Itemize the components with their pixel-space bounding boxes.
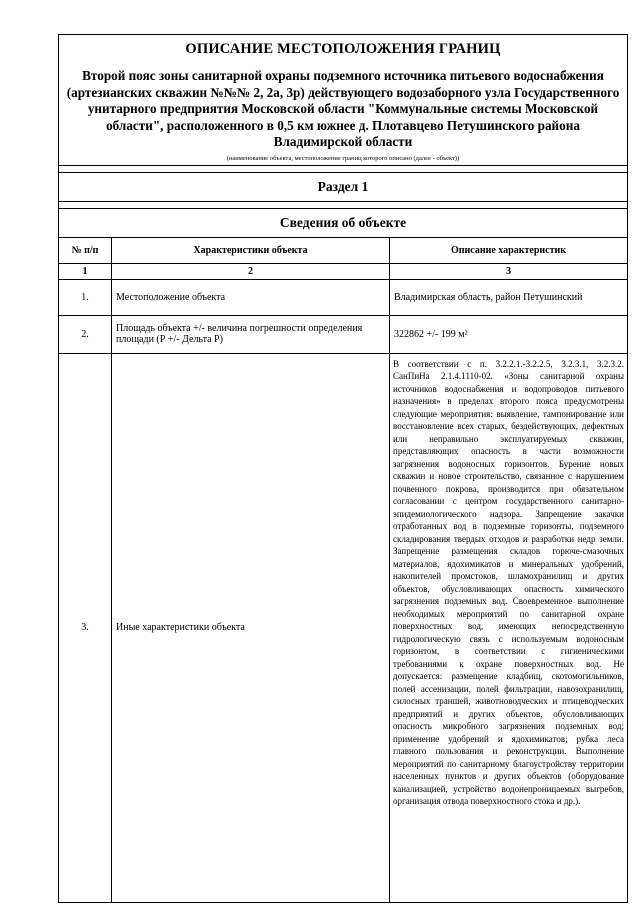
row-value: 322862 +/- 199 м² — [390, 315, 628, 353]
row-number: 1. — [59, 279, 112, 315]
object-name-hint: (наименование объекта, местоположение границ которого описано (далее - объект)) — [226, 154, 460, 162]
document-frame — [58, 34, 628, 903]
column-number-row — [59, 263, 627, 279]
object-info-table — [59, 238, 627, 903]
column-number: 3 — [390, 263, 628, 279]
table-row — [59, 353, 627, 902]
document-header — [59, 35, 627, 166]
row-label: Местоположение объекта — [112, 279, 390, 315]
row-number: 2. — [59, 315, 112, 353]
row-number: 3. — [59, 353, 112, 902]
row-value: Владимирская область, район Петушинский — [390, 279, 628, 315]
column-number: 1 — [59, 263, 112, 279]
row-label: Иные характеристики объекта — [112, 353, 390, 902]
table-header-row — [59, 238, 627, 264]
header-number: № п/п — [59, 238, 112, 264]
header-characteristic: Характеристики объекта — [112, 238, 390, 264]
row-value: В соответствии с п. 3.2.2.1.-3.2.2.5, 3.2.3.1, 3.2.3.2. СанПиНа 2.1.4.1110-02. «Зоны санитарной охраны источников водоснабжения и водопроводов питьевого назначения» в пределах второго пояса предусмотрены следующие мероприятия: выявление, тампонирование или восстановление всех старых, бездействующих, дефектных или неправильно эксплуатируемых скважин, представляющих опасность в части возможности загрязнения водоносных горизонтов. Бурение новых скважин и новое строительство, связанное с нарушением почвенного покрова, производится при обязательном согласовании с центром государственного санитарно-эпидемиологического надзора. Запрещение закачки отработанных вод в подземные горизонты, подземного складирования твердых отходов и разработки недр земли. Запрещение размещения складов горюче-смазочных материалов, ядохимикатов и минеральных удобрений, накопителей промстоков, шламохранилищ и других объектов, обусловливающих опасность химического загрязнения подземных вод. Своевременное выполнение необходимых мероприятий по санитарной охране поверхностных вод, имеющих непосредственную гидрологическую связь с используемым водоносным горизонтом, в соответствии с гигиеническими требованиями к охране поверхностных вод. Не допускается: размещение кладбищ, скотомогильников, полей ассенизации, полей фильтрации, навозохранилищ, силосных траншей, животноводческих и птицеводческих предприятий и других объектов, обусловливающих опасность микробного загрязнения подземных вод; применение удобрений и ядохимикатов; рубка леса главного пользования и реконструкции. Выполнение мероприятий по санитарному благоустройству территории населенных пунктов и других объектов (оборудование канализацией, устройство водонепроницаемых выгребов, организация отвода поверхностного стока и др.). — [390, 353, 628, 902]
spacer-row — [59, 166, 627, 173]
row-label: Площадь объекта +/- величина погрешности определения площади (Р +/- Дельта Р) — [112, 315, 390, 353]
header-description: Описание характеристик — [390, 238, 628, 264]
section-heading: Раздел 1 — [59, 173, 627, 202]
column-number: 2 — [112, 263, 390, 279]
section-title: Сведения об объекте — [59, 209, 627, 238]
table-row — [59, 315, 627, 353]
object-name: Второй пояс зоны санитарной охраны подземного источника питьевого водоснабжения (артезианских скважин №№№ 2, 2а, 3р) действующего водозаборного узла Государственного унитарного предприятия Московской области "Коммунальные системы Московской области", расположенного в 0,5 км южнее д. Плотавцево Петушинского района Владимирской области — [66, 68, 620, 149]
table-row — [59, 279, 627, 315]
document-title: ОПИСАНИЕ МЕСТОПОЛОЖЕНИЯ ГРАНИЦ — [185, 41, 501, 57]
spacer-row — [59, 202, 627, 209]
